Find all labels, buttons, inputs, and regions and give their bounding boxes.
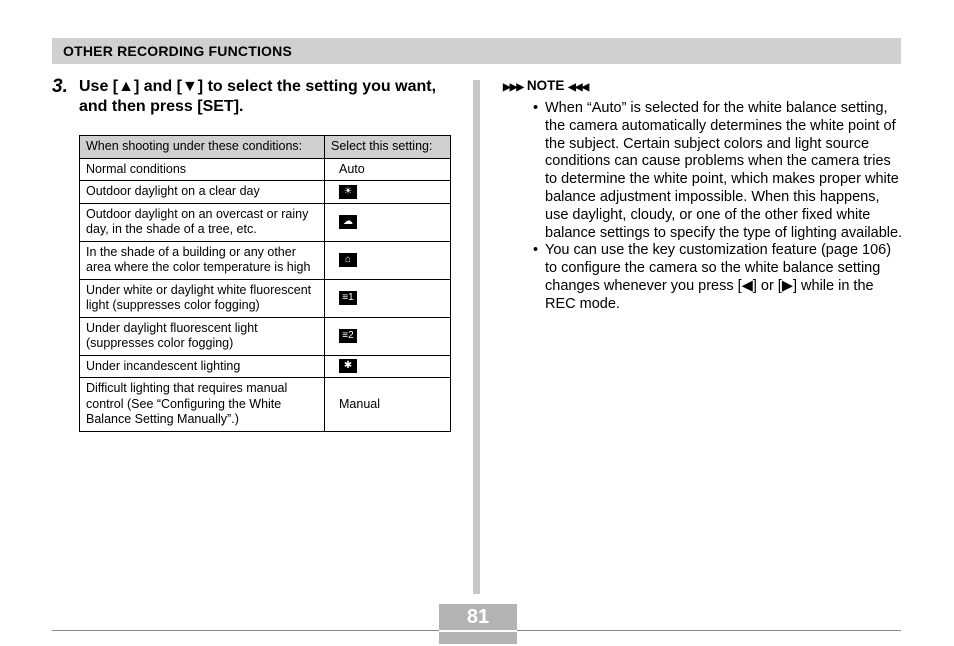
cloud-icon: ☁ xyxy=(339,215,357,229)
page-number: 81 xyxy=(466,606,490,628)
step-instruction: Use [▲] and [▼] to select the setting you want, and then press [SET]. xyxy=(79,78,437,115)
section-header-bar xyxy=(52,38,901,64)
table-row xyxy=(80,279,451,317)
condition-cell: Outdoor daylight on a clear day xyxy=(80,181,325,204)
setting-cell: Manual xyxy=(325,378,451,432)
bulb-icon: ✱ xyxy=(339,359,357,373)
step-number: 3. xyxy=(52,76,68,97)
table-row xyxy=(80,203,451,241)
table-header-row xyxy=(80,136,451,159)
condition-cell: Under daylight fluorescent light (suppresses color fogging) xyxy=(80,317,325,355)
table-row xyxy=(80,241,451,279)
page-number-strip xyxy=(439,630,517,632)
column-header-conditions: When shooting under these conditions: xyxy=(80,136,325,159)
setting-cell xyxy=(325,355,451,378)
column-divider xyxy=(473,80,480,594)
sun-icon: ☀ xyxy=(339,185,357,199)
setting-cell xyxy=(325,181,451,204)
note-list xyxy=(533,100,903,314)
fluorescent-1-icon: ≡1 xyxy=(339,291,357,305)
table-row xyxy=(80,317,451,355)
note-item: • You can use the key customization feature (page 106) to configure the camera so the white balance setting changes whenever you press [◀] or [▶] while in the REC mode. xyxy=(533,242,903,313)
section-title: OTHER RECORDING FUNCTIONS xyxy=(63,43,292,59)
condition-cell: Difficult lighting that requires manual control (See “Configuring the White Balance Setting Manually”.) xyxy=(80,378,325,432)
white-balance-table xyxy=(79,135,451,432)
condition-cell: Under white or daylight white fluorescent light (suppresses color fogging) xyxy=(80,279,325,317)
note-item: • When “Auto” is selected for the white balance setting, the camera automatically determines the white point of the subject. Certain subject colors and light source conditions can cause problems when the camera tries to determine the white point, which makes proper white balance adjustment impossible. When this happens, use daylight, cloudy, or one of the other fixed white balance settings to specify the type of lighting available. xyxy=(533,100,903,242)
page-number-box xyxy=(439,604,517,644)
setting-cell xyxy=(325,279,451,317)
setting-cell: Auto xyxy=(325,158,451,181)
setting-cell xyxy=(325,203,451,241)
table-row xyxy=(80,378,451,432)
table-row xyxy=(80,181,451,204)
note-arrows-left-icon: ▶▶▶ xyxy=(503,82,524,93)
table-row xyxy=(80,158,451,181)
condition-cell: Under incandescent lighting xyxy=(80,355,325,378)
setting-cell xyxy=(325,241,451,279)
shade-icon: ⌂ xyxy=(339,253,357,267)
condition-cell: Outdoor daylight on an overcast or rainy day, in the shade of a tree, etc. xyxy=(80,203,325,241)
column-header-setting: Select this setting: xyxy=(325,136,451,159)
note-heading xyxy=(503,78,588,93)
table-row xyxy=(80,355,451,378)
note-title: NOTE xyxy=(526,78,565,93)
note-arrows-right-icon: ◀◀◀ xyxy=(568,82,589,93)
fluorescent-2-icon: ≡2 xyxy=(339,329,357,343)
condition-cell: In the shade of a building or any other area where the color temperature is high xyxy=(80,241,325,279)
setting-cell xyxy=(325,317,451,355)
condition-cell: Normal conditions xyxy=(80,158,325,181)
